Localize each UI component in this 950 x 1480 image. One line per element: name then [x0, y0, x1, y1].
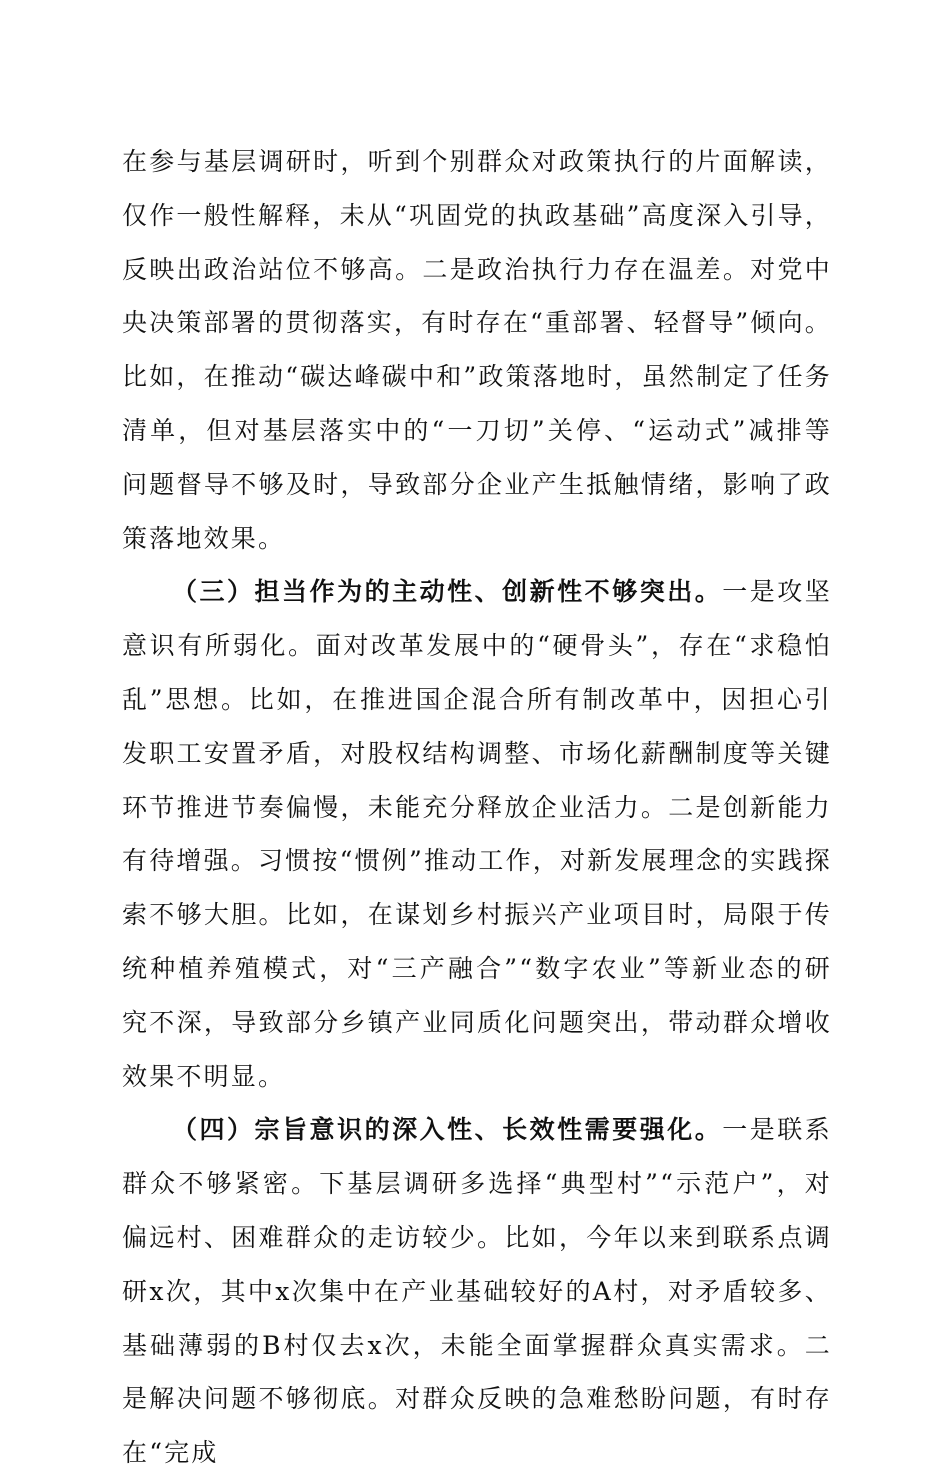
paragraph-body: 一是联系群众不够紧密。下基层调研多选择“典型村”“示范户”，对偏远村、困难群众的走访较少。比如，今年以来到联系点调研x次，其中x次集中在产业基础较好的A村，对矛盾较多、基础薄弱的B村仅去x次，未能全面掌握群众真实需求。二是解决问题不够彻底。对群众反映的急难愁盼问题，有时存在“完成 [122, 1115, 832, 1468]
paragraph-section-three [122, 565, 832, 1103]
document-page [122, 135, 832, 1480]
paragraph-continued [122, 135, 832, 565]
section-heading: （四）宗旨意识的深入性、长效性需要强化。 [172, 1115, 723, 1145]
paragraph-section-four [122, 1103, 832, 1480]
paragraph-body: 一是攻坚意识有所弱化。面对改革发展中的“硬骨头”，存在“求稳怕乱”思想。比如，在推进国企混合所有制改革中，因担心引发职工安置矛盾，对股权结构调整、市场化薪酬制度等关键环节推进节奏偏慢，未能充分释放企业活力。二是创新能力有待增强。习惯按“惯例”推动工作，对新发展理念的实践探索不够大胆。比如，在谋划乡村振兴产业项目时，局限于传统种植养殖模式，对“三产融合”“数字农业”等新业态的研究不深，导致部分乡镇产业同质化问题突出，带动群众增收效果不明显。 [122, 577, 832, 1091]
section-heading: （三）担当作为的主动性、创新性不够突出。 [172, 577, 723, 607]
paragraph-body: 在参与基层调研时，听到个别群众对政策执行的片面解读，仅作一般性解释，未从“巩固党的执政基础”高度深入引导，反映出政治站位不够高。二是政治执行力存在温差。对党中央决策部署的贯彻落实，有时存在“重部署、轻督导”倾向。比如，在推动“碳达峰碳中和”政策落地时，虽然制定了任务清单，但对基层落实中的“一刀切”关停、“运动式”减排等问题督导不够及时，导致部分企业产生抵触情绪，影响了政策落地效果。 [122, 147, 832, 553]
